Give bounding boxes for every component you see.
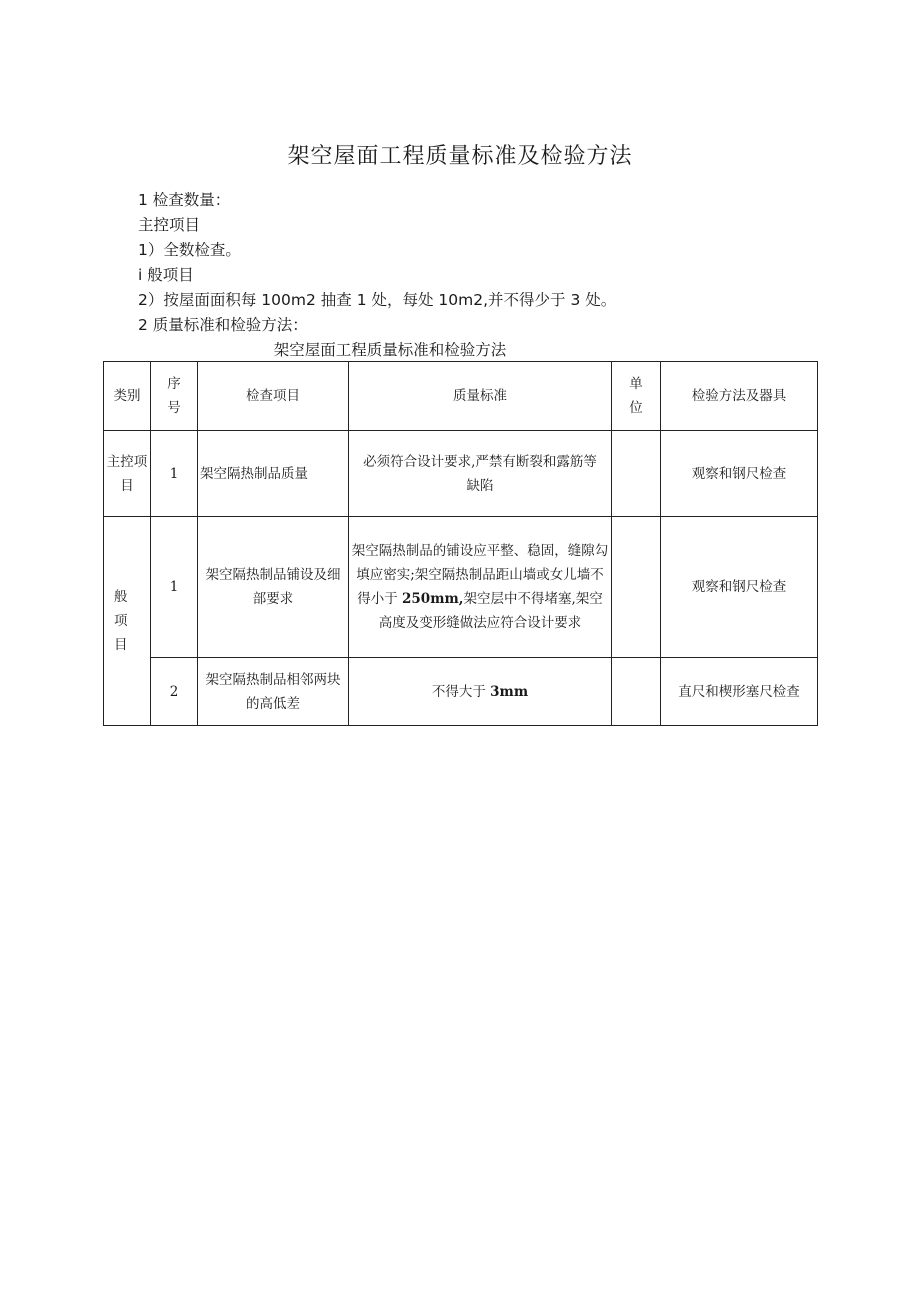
header-unit: 单位 <box>612 362 661 431</box>
intro-line-sampling-rule: 2）按屋面面积每 100m2 抽查 1 处，每处 10m2,并不得少于 3 处。 <box>138 291 617 309</box>
standard-general-1-part2: 架空层中不得堵塞,架空高度及变形缝做法应符合设计要求 <box>378 591 603 631</box>
seq-general-1: 1 <box>151 517 198 658</box>
header-category: 类别 <box>104 362 151 431</box>
intro-line-quality-standard: 2 质量标准和检验方法： <box>138 316 308 334</box>
standard-general-2-value: 3mm <box>490 683 529 700</box>
unit-general-1 <box>612 517 661 658</box>
intro-line-inspection-quantity: 1 检查数量： <box>138 191 231 209</box>
method-general-1: 观察和钢尺检查 <box>661 517 818 658</box>
unit-main-1 <box>612 431 661 517</box>
item-general-1: 架空隔热制品铺设及细部要求 <box>198 517 349 658</box>
seq-main-1: 1 <box>151 431 198 517</box>
table-row-main-control <box>104 431 818 517</box>
method-general-2: 直尺和楔形塞尺检查 <box>661 658 818 726</box>
table-caption: 架空屋面工程质量标准和检验方法 <box>273 341 507 359</box>
category-main-control: 主控项目 <box>104 431 151 517</box>
table-header-row <box>104 362 818 431</box>
table-row-general-2 <box>104 658 818 726</box>
standard-general-1 <box>349 517 612 658</box>
item-main-1: 架空隔热制品质量 <box>198 431 349 517</box>
header-standard: 质量标准 <box>349 362 612 431</box>
header-item: 检查项目 <box>198 362 349 431</box>
standard-general-2 <box>349 658 612 726</box>
standard-main-1: 必须符合设计要求,严禁有断裂和露筋等缺陷 <box>349 431 612 517</box>
intro-line-general-items: i 般项目 <box>138 266 194 284</box>
quality-standard-table <box>103 361 818 726</box>
standard-general-1-distance: 250mm, <box>402 591 464 607</box>
seq-general-2: 2 <box>151 658 198 726</box>
standard-general-2-text: 不得大于 <box>431 683 491 700</box>
unit-general-2 <box>612 658 661 726</box>
header-method: 检验方法及器具 <box>661 362 818 431</box>
table-row-general-1 <box>104 517 818 658</box>
category-general: 般项目 <box>104 517 151 726</box>
header-seq: 序号 <box>151 362 198 431</box>
page-title: 架空屋面工程质量标准及检验方法 <box>287 144 633 169</box>
standard-general-1-part1: 架空隔热制品的铺设应平整、稳固，缝隙勾填应密实;架空隔热制品距山墙或女儿墙不得小于 <box>351 543 609 607</box>
intro-line-full-inspection: 1）全数检查。 <box>138 241 241 259</box>
intro-line-main-control: 主控项目 <box>138 216 201 234</box>
intro-section <box>138 188 818 338</box>
item-general-2: 架空隔热制品相邻两块的高低差 <box>198 658 349 726</box>
method-main-1: 观察和钢尺检查 <box>661 431 818 517</box>
